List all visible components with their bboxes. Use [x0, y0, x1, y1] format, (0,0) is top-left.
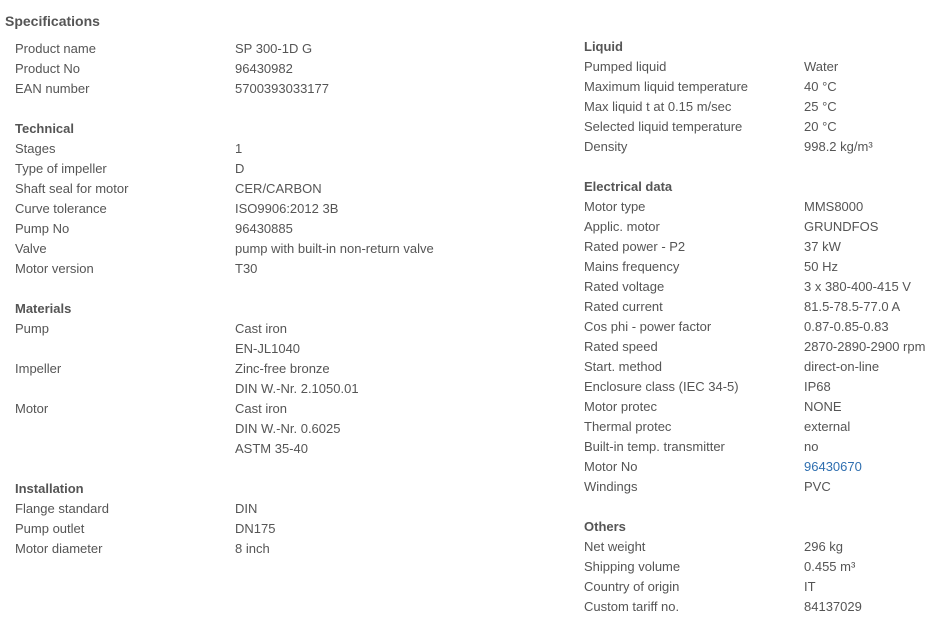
spec-value: Water — [804, 59, 839, 74]
spec-label: Built-in temp. transmitter — [584, 439, 725, 454]
spec-row — [15, 359, 330, 379]
spec-row — [584, 557, 856, 577]
others-group — [584, 517, 862, 617]
spec-value: SP 300-1D G — [235, 41, 313, 56]
materials-group — [15, 299, 359, 459]
group-title: Liquid — [584, 39, 623, 54]
spec-row — [15, 439, 308, 459]
spec-label: Rated speed — [584, 339, 658, 354]
spec-label: Selected liquid temperature — [584, 119, 743, 134]
motor-no-link[interactable]: 96430670 — [804, 459, 862, 474]
spec-row — [584, 337, 926, 357]
spec-label: Country of origin — [584, 579, 680, 594]
spec-row — [584, 277, 911, 297]
spec-row — [584, 457, 862, 477]
spec-label: EAN number — [15, 81, 90, 96]
spec-value: NONE — [804, 399, 842, 414]
spec-row — [584, 357, 880, 377]
spec-value: Cast iron — [235, 401, 288, 416]
spec-value: no — [804, 439, 819, 454]
spec-value: 0.455 m³ — [804, 559, 856, 574]
spec-label: Thermal protec — [584, 419, 672, 434]
spec-row — [15, 219, 293, 239]
spec-label: Pump outlet — [15, 521, 85, 536]
spec-value: DN175 — [235, 521, 276, 536]
spec-row — [15, 379, 359, 399]
spec-row — [584, 577, 816, 597]
spec-row — [15, 199, 339, 219]
spec-value: DIN W.-Nr. 2.1050.01 — [235, 381, 359, 396]
technical-group — [15, 119, 434, 279]
spec-row — [584, 237, 841, 257]
spec-value: IP68 — [804, 379, 831, 394]
spec-value: 40 °C — [804, 79, 837, 94]
spec-label: Motor — [15, 401, 49, 416]
spec-value: 1 — [235, 141, 243, 156]
spec-row — [584, 377, 831, 397]
group-title: Technical — [15, 121, 75, 136]
spec-value: D — [235, 161, 245, 176]
spec-label: Applic. motor — [584, 219, 660, 234]
spec-value: external — [804, 419, 851, 434]
spec-row — [584, 297, 901, 317]
group-title: Materials — [15, 301, 72, 316]
electrical-group — [584, 177, 926, 497]
spec-row — [15, 179, 322, 199]
spec-row — [584, 57, 839, 77]
spec-label: Flange standard — [15, 501, 109, 516]
spec-label: Pumped liquid — [584, 59, 667, 74]
spec-row — [584, 97, 837, 117]
spec-label: Motor version — [15, 261, 94, 276]
spec-value: 50 Hz — [804, 259, 838, 274]
spec-label: Shaft seal for motor — [15, 181, 129, 196]
spec-value: 998.2 kg/m³ — [804, 139, 873, 154]
spec-label: Product name — [15, 41, 96, 56]
spec-value: 96430982 — [235, 61, 293, 76]
spec-label: Motor No — [584, 459, 638, 474]
spec-value: DIN — [235, 501, 258, 516]
spec-row — [15, 419, 341, 439]
spec-row — [584, 397, 842, 417]
spec-value: Zinc-free bronze — [235, 361, 330, 376]
spec-row — [584, 317, 889, 337]
spec-label: Custom tariff no. — [584, 599, 680, 614]
spec-value: 37 kW — [804, 239, 841, 254]
spec-value: 81.5-78.5-77.0 A — [804, 299, 901, 314]
spec-value: 2870-2890-2900 rpm — [804, 339, 926, 354]
spec-row — [15, 239, 434, 259]
spec-row — [584, 257, 838, 277]
spec-row — [584, 77, 837, 97]
spec-label: Rated current — [584, 299, 663, 314]
spec-row — [584, 477, 831, 497]
spec-label: Enclosure class (IEC 34-5) — [584, 379, 739, 394]
spec-label: Max liquid t at 0.15 m/sec — [584, 99, 732, 114]
spec-value: pump with built-in non-return valve — [235, 241, 434, 256]
spec-row — [15, 339, 301, 359]
spec-value: direct-on-line — [804, 359, 880, 374]
spec-value: EN-JL1040 — [235, 341, 301, 356]
spec-row — [584, 117, 837, 137]
spec-value: MMS8000 — [804, 199, 864, 214]
spec-row — [15, 499, 258, 519]
spec-value: 84137029 — [804, 599, 862, 614]
spec-label: Rated power - P2 — [584, 239, 686, 254]
spec-label: Type of impeller — [15, 161, 107, 176]
spec-row — [15, 539, 270, 559]
group-title: Electrical data — [584, 179, 673, 194]
spec-label: Curve tolerance — [15, 201, 107, 216]
spec-label: Maximum liquid temperature — [584, 79, 749, 94]
spec-row — [584, 417, 851, 437]
spec-row — [15, 319, 288, 339]
spec-value: IT — [804, 579, 816, 594]
spec-row — [584, 217, 879, 237]
spec-label: Stages — [15, 141, 56, 156]
spec-label: Start. method — [584, 359, 663, 374]
spec-label: Cos phi - power factor — [584, 319, 712, 334]
page-title: Specifications — [5, 13, 100, 29]
spec-label: Impeller — [15, 361, 62, 376]
spec-row — [15, 139, 243, 159]
spec-label: Valve — [15, 241, 47, 256]
spec-row — [15, 399, 288, 419]
spec-row — [15, 519, 276, 539]
spec-label: Mains frequency — [584, 259, 680, 274]
spec-value: Cast iron — [235, 321, 288, 336]
spec-value: GRUNDFOS — [804, 219, 879, 234]
installation-group — [15, 479, 276, 559]
spec-value: 3 x 380-400-415 V — [804, 279, 911, 294]
spec-value: ISO9906:2012 3B — [235, 201, 339, 216]
spec-value: 25 °C — [804, 99, 837, 114]
spec-value: 8 inch — [235, 541, 270, 556]
spec-row — [584, 197, 864, 217]
spec-value: T30 — [235, 261, 258, 276]
group-title: Installation — [15, 481, 84, 496]
spec-row — [15, 159, 245, 179]
spec-label: Product No — [15, 61, 81, 76]
spec-value: DIN W.-Nr. 0.6025 — [235, 421, 341, 436]
liquid-group — [584, 37, 873, 157]
spec-row — [15, 259, 258, 279]
spec-value: PVC — [804, 479, 831, 494]
spec-value: 0.87-0.85-0.83 — [804, 319, 889, 334]
spec-row — [584, 137, 873, 157]
spec-value: 96430885 — [235, 221, 293, 236]
spec-label: Density — [584, 139, 628, 154]
spec-value: 5700393033177 — [235, 81, 329, 96]
spec-label: Pump No — [15, 221, 70, 236]
spec-label: Net weight — [584, 539, 646, 554]
spec-value: 20 °C — [804, 119, 837, 134]
spec-row — [584, 537, 844, 557]
spec-value: ASTM 35-40 — [235, 441, 308, 456]
spec-value: 296 kg — [804, 539, 844, 554]
spec-label: Pump — [15, 321, 49, 336]
spec-label: Motor type — [584, 199, 646, 214]
spec-label: Motor protec — [584, 399, 657, 414]
spec-label: Rated voltage — [584, 279, 665, 294]
spec-label: Windings — [584, 479, 638, 494]
spec-row — [584, 437, 819, 457]
spec-label: Motor diameter — [15, 541, 103, 556]
spec-row — [584, 597, 862, 617]
spec-label: Shipping volume — [584, 559, 681, 574]
spec-value: CER/CARBON — [235, 181, 322, 196]
group-title: Others — [584, 519, 626, 534]
